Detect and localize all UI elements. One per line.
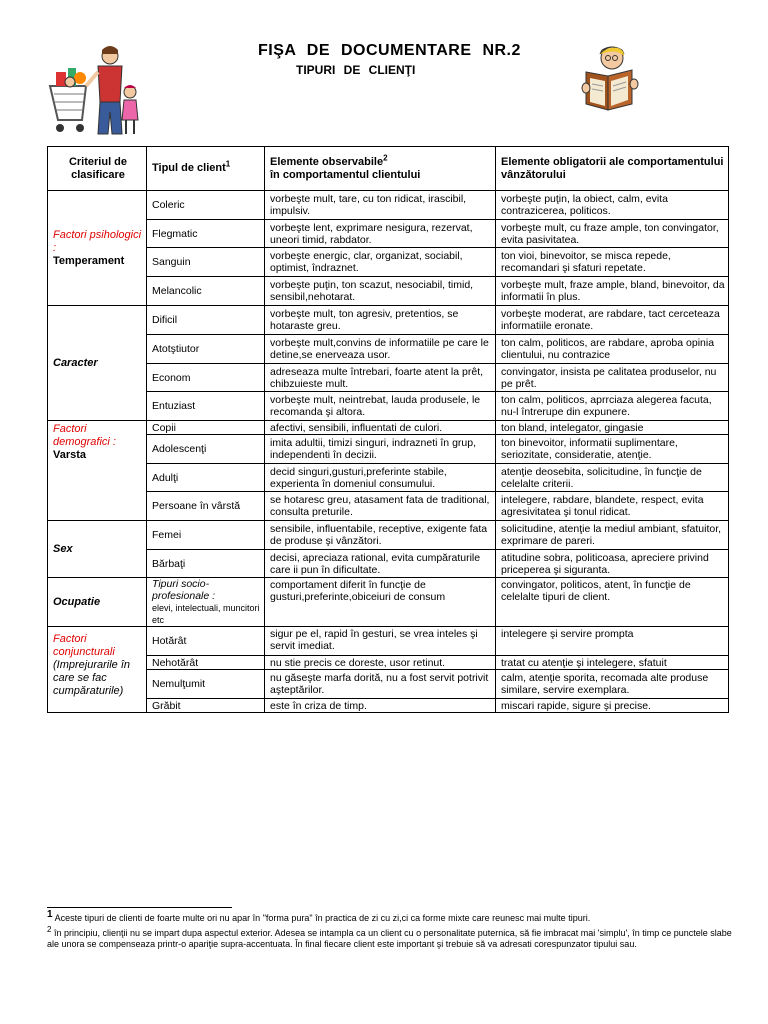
table-row xyxy=(48,220,729,248)
client-type: Coleric xyxy=(147,191,265,220)
criterion-ocupatie: Ocupatie xyxy=(48,578,147,627)
client-type: Melancolic xyxy=(147,277,265,306)
seller-cell: ton calm, politicos, aprrciaza alegerea facuta, nu-l întrerupe din expunere. xyxy=(496,392,729,421)
observable-cell: decisi, apreciaza rational, evita cumpăraturile care ii pun în dificultate. xyxy=(265,550,496,578)
table-header-row xyxy=(48,147,729,191)
seller-cell: ton vioi, binevoitor, se misca repede, recomandari şi sfaturi repetate. xyxy=(496,248,729,277)
table-row xyxy=(48,464,729,492)
column-header-criteriu: Criteriul de clasificare xyxy=(48,147,147,191)
footnote-2: $^2$ în principiu, clienţii nu se impart dupa aspectul exterior. Adesea se intampla ca un client cu o personalitate puternica, să fie imbracat mai 'simplu', în timp ce punctele slabe ale unora se compenseaza printr-o apariţie supra-accentuata. În final fiecare client este important şi trebuie să va adresati corespunzator tipului sau. xyxy=(47,925,732,949)
client-type: Entuziast xyxy=(147,392,265,421)
seller-cell: ton binevoitor, informatii suplimentare, seriozitate, consideratie, atenţie. xyxy=(496,435,729,464)
column-header-tip: Tipul de client$^1$ xyxy=(147,147,265,191)
table-row xyxy=(48,578,729,627)
client-type: Tipuri socio-profesionale : elevi, intelectuali, muncitori etc xyxy=(147,578,265,627)
footnote-divider xyxy=(47,907,232,908)
criterion-varsta: Factori demografici : Varsta xyxy=(48,421,147,521)
table-row xyxy=(48,550,729,578)
seller-cell: vorbeşte puţin, la obiect, calm, evita contrazicerea, politicos. xyxy=(496,191,729,220)
client-type: Sanguin xyxy=(147,248,265,277)
client-type: Nemulţumit xyxy=(147,670,265,699)
observable-cell: decid singuri,gusturi,preferinte stabile, experienta în domeniul consumului. xyxy=(265,464,496,492)
page-title: FIŞA DE DOCUMENTARE NR.2 xyxy=(258,42,521,59)
seller-cell: convingator, politicos, atent, în funcţie de celelalte tipuri de client. xyxy=(496,578,729,627)
seller-cell: ton calm, politicos, are rabdare, aproba opinia clientului, nu contrazice xyxy=(496,335,729,364)
table-row xyxy=(48,670,729,699)
criterion-caracter: Caracter xyxy=(48,306,147,421)
client-type: Copii xyxy=(147,421,265,435)
seller-cell: ton bland, intelegator, gingasie xyxy=(496,421,729,435)
client-type: Dificil xyxy=(147,306,265,335)
criterion-sex: Sex xyxy=(48,521,147,578)
seller-cell: solicitudine, atenţie la mediul ambiant, sfatuitor, exprimare de pareri. xyxy=(496,521,729,550)
observable-cell: este în criza de timp. xyxy=(265,699,496,713)
table-row xyxy=(48,492,729,521)
observable-cell: vorbeşte lent, exprimare nesigura, rezervat, uneori timid, rabdator. xyxy=(265,220,496,248)
seller-cell: atitudine sobra, politicoasa, apreciere privind priceperea şi siguranta. xyxy=(496,550,729,578)
client-type: Hotărât xyxy=(147,627,265,656)
criterion-conjuncturali: Factori conjuncturali (Imprejurarile în care se fac cumpăraturile) xyxy=(48,627,147,713)
observable-cell: vorbeşte mult, ton agresiv, pretentios, se hotaraste greu. xyxy=(265,306,496,335)
observable-cell: nu stie precis ce doreste, usor retinut. xyxy=(265,656,496,670)
client-type: Bărbaţi xyxy=(147,550,265,578)
seller-cell: convingator, insista pe calitatea produselor, nu pe prêt. xyxy=(496,364,729,392)
seller-cell: vorbeşte mult, cu fraze ample, ton convingator, evita pasivitatea. xyxy=(496,220,729,248)
page-subtitle: TIPURI DE CLIENŢI xyxy=(296,63,416,77)
client-type: Persoane în vârstă xyxy=(147,492,265,521)
shopping-family-illustration xyxy=(46,42,142,140)
seller-cell: miscari rapide, sigure şi precise. xyxy=(496,699,729,713)
seller-cell: vorbeşte moderat, are rabdare, tact cerceteaza informatiile eronate. xyxy=(496,306,729,335)
seller-cell: tratat cu atenţie şi intelegere, sfatuit xyxy=(496,656,729,670)
client-types-table xyxy=(47,146,729,713)
observable-cell: se hotaresc greu, atasament fata de traditional, consulta preturile. xyxy=(265,492,496,521)
observable-cell: vorbeşte mult,convins de informatiile pe care le detine,se enerveaza usor. xyxy=(265,335,496,364)
table-row xyxy=(48,335,729,364)
client-type: Econom xyxy=(147,364,265,392)
client-type: Nehotărât xyxy=(147,656,265,670)
table-row xyxy=(48,248,729,277)
column-header-observabile: Elemente observabile$^2$ în comportamentul clientului xyxy=(265,147,496,191)
observable-cell: imita adultii, timizi singuri, indrazneti în grup, independenti în decizii. xyxy=(265,435,496,464)
seller-cell: calm, atenţie sporita, recomada alte produse similare, servire exemplara. xyxy=(496,670,729,699)
table-row xyxy=(48,306,729,335)
seller-cell: intelegere, rabdare, blandete, respect, evita agresivitatea şi tonul ridicat. xyxy=(496,492,729,521)
table-row xyxy=(48,435,729,464)
reading-boy-illustration xyxy=(578,44,642,116)
footnote-1: $^1$ Aceste tipuri de clienti de foarte multe ori nu apar în "forma pura" în practica de zi cu zi,ci ca forme mixte care reunesc mai multe tipuri. xyxy=(47,909,591,923)
client-type: Adulţi xyxy=(147,464,265,492)
observable-cell: vorbeşte mult, neintrebat, lauda produsele, le recomanda şi altora. xyxy=(265,392,496,421)
table-row xyxy=(48,521,729,550)
observable-cell: adreseaza multe întrebari, foarte atent la prêt, chibzuieste mult. xyxy=(265,364,496,392)
table-row xyxy=(48,421,729,435)
client-type: Atotştiutor xyxy=(147,335,265,364)
seller-cell: atenţie deosebita, solicitudine, în funcţie de celelalte criterii. xyxy=(496,464,729,492)
table-row xyxy=(48,392,729,421)
client-type: Grăbit xyxy=(147,699,265,713)
seller-cell: intelegere şi servire prompta xyxy=(496,627,729,656)
criterion-temperament: Factori psihologici : Temperament xyxy=(48,191,147,306)
observable-cell: nu găseşte marfa dorită, nu a fost servit potrivit aşteptărilor. xyxy=(265,670,496,699)
observable-cell: afectivi, sensibili, influentati de culori. xyxy=(265,421,496,435)
observable-cell: sigur pe el, rapid în gesturi, se vrea inteles şi servit imediat. xyxy=(265,627,496,656)
client-type: Adolescenţi xyxy=(147,435,265,464)
observable-cell: vorbeşte energic, clar, organizat, sociabil, optimist, îndraznet. xyxy=(265,248,496,277)
table-row xyxy=(48,277,729,306)
table-row xyxy=(48,364,729,392)
observable-cell: vorbeşte mult, tare, cu ton ridicat, irascibil, impulsiv. xyxy=(265,191,496,220)
observable-cell: sensibile, influentabile, receptive, exigente fata de produse şi vânzători. xyxy=(265,521,496,550)
seller-cell: vorbeşte mult, fraze ample, bland, binevoitor, da informatii în plus. xyxy=(496,277,729,306)
table-row xyxy=(48,191,729,220)
table-row xyxy=(48,627,729,656)
observable-cell: comportament diferit în funcţie de gusturi,preferinte,obiceiuri de consum xyxy=(265,578,496,627)
table-row xyxy=(48,699,729,713)
table-row xyxy=(48,656,729,670)
client-type: Flegmatic xyxy=(147,220,265,248)
column-header-vanzator: Elemente obligatorii ale comportamentului vânzătorului xyxy=(496,147,729,191)
client-type: Femei xyxy=(147,521,265,550)
observable-cell: vorbeşte puţin, ton scazut, nesociabil, timid, sensibil,nehotarat. xyxy=(265,277,496,306)
